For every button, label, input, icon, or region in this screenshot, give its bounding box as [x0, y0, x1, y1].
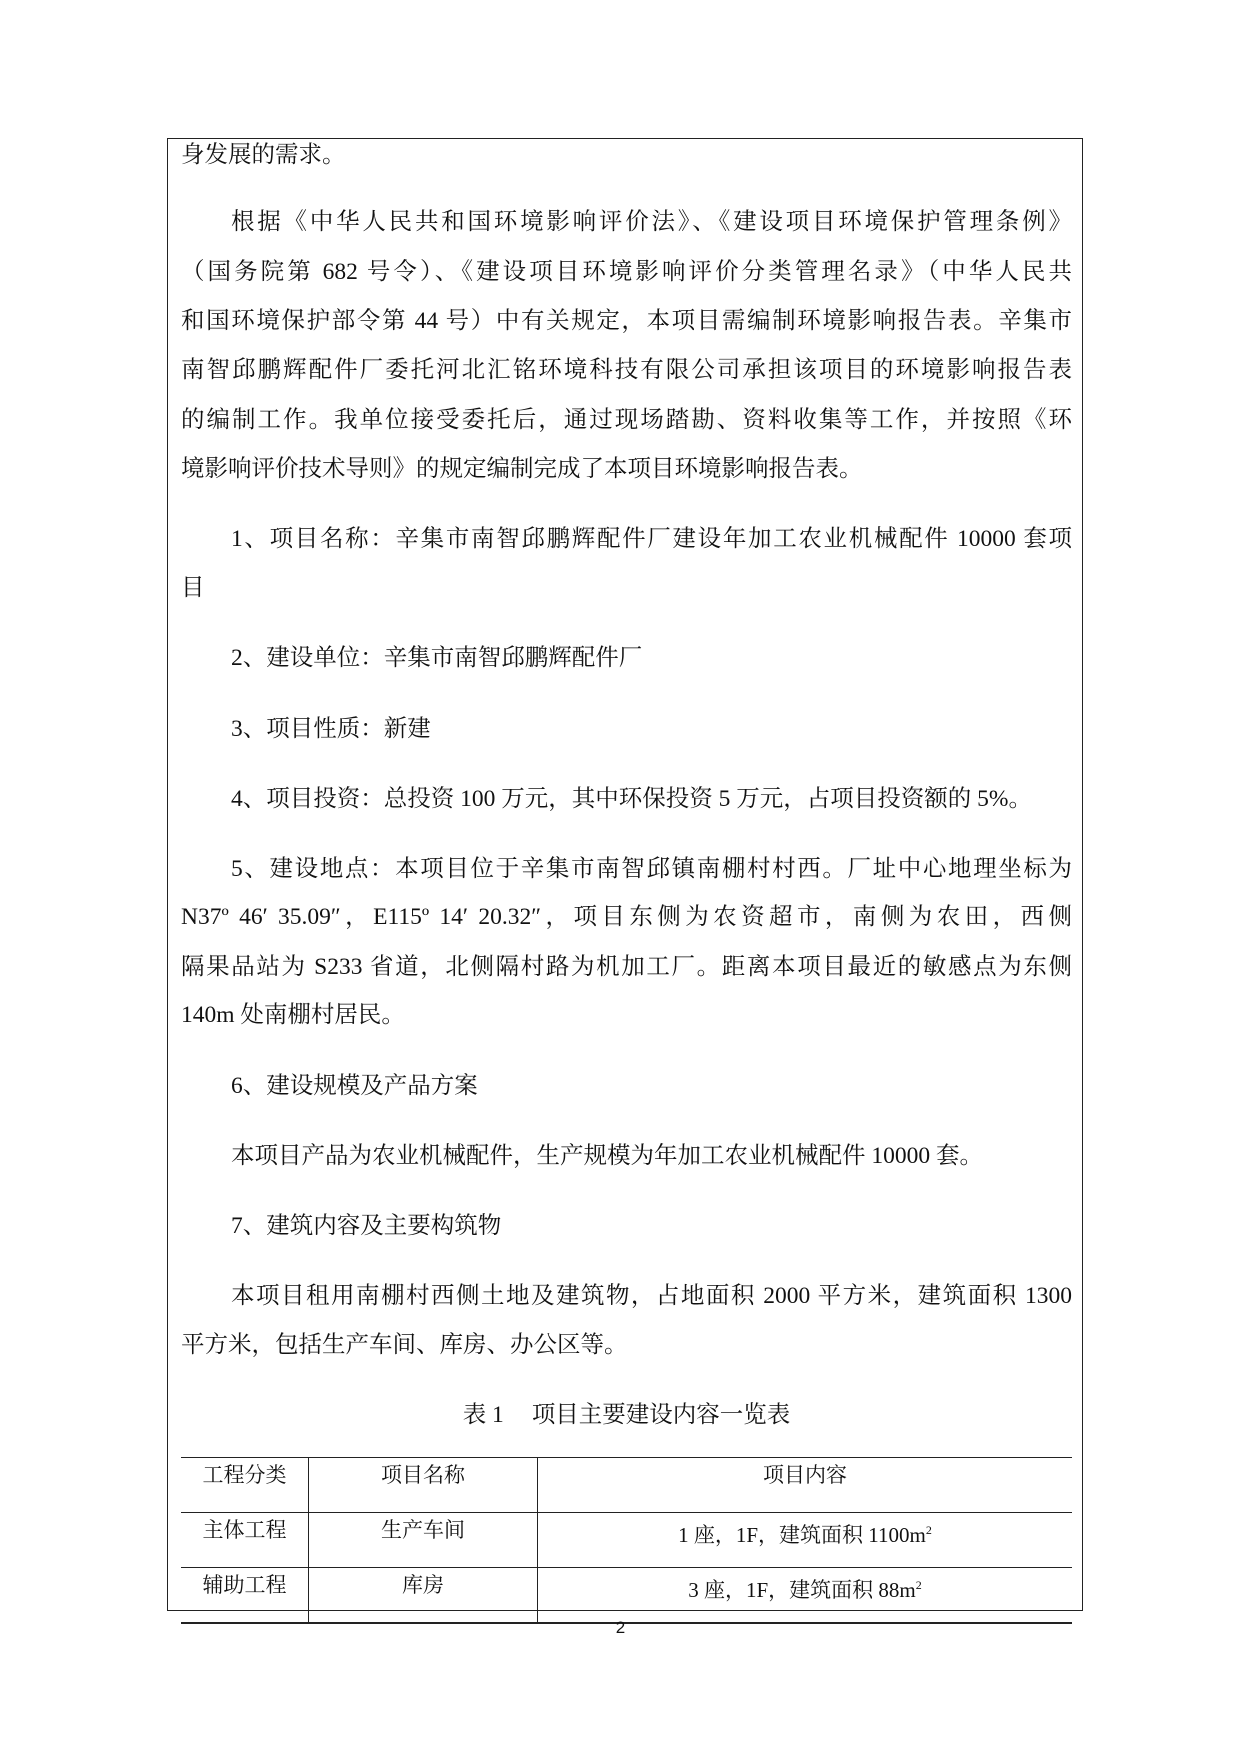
content-cell: [538, 1513, 1073, 1568]
table-caption: [181, 1400, 1072, 1430]
superscript: 2: [925, 1523, 932, 1537]
header-cell: 工程分类: [181, 1458, 309, 1513]
content-text: 3 座，1F，建筑面积 88m: [688, 1578, 916, 1602]
superscript: 2: [915, 1578, 922, 1592]
content-text: 1 座，1F，建筑面积 1100m: [678, 1523, 926, 1547]
header-cell: 项目内容: [538, 1458, 1073, 1513]
table-number: 表 1: [462, 1402, 504, 1428]
category-cell: 辅助工程: [181, 1568, 309, 1624]
paragraph-line: 目: [181, 575, 205, 601]
paragraph-line: 隔果品站为 S233 省道，北侧隔村路为机加工厂。距离本项目最近的敏感点为东侧: [181, 954, 1072, 980]
paragraph-line: 2、建设单位：辛集市南智邱鹏辉配件厂: [231, 645, 643, 671]
paragraph-line: 6、建设规模及产品方案: [231, 1073, 478, 1099]
construction-content-table: [181, 1457, 1072, 1624]
name-cell: 库房: [309, 1568, 538, 1624]
paragraph-line: 的编制工作。我单位接受委托后，通过现场踏勘、资料收集等工作，并按照《环: [181, 407, 1072, 433]
table-row: [181, 1568, 1072, 1624]
table-header-row: [181, 1458, 1072, 1513]
paragraph-line: 140m 处南棚村居民。: [181, 1002, 405, 1028]
header-cell: 项目名称: [309, 1458, 538, 1513]
paragraph-line: 南智邱鹏辉配件厂委托河北汇铭环境科技有限公司承担该项目的环境影响报告表: [181, 357, 1072, 383]
paragraph-line: 本项目产品为农业机械配件，生产规模为年加工农业机械配件 10000 套。: [231, 1143, 983, 1169]
paragraph-line: N37º 46′ 35.09″，E115º 14′ 20.32″，项目东侧为农资超市，南侧为农田，西侧: [181, 904, 1072, 930]
paragraph-line: 4、项目投资：总投资 100 万元，其中环保投资 5 万元，占项目投资额的 5%。: [231, 786, 1032, 812]
paragraph-line: 3、项目性质：新建: [231, 716, 431, 742]
category-cell: 主体工程: [181, 1513, 309, 1568]
paragraph-line: 1、项目名称：辛集市南智邱鹏辉配件厂建设年加工农业机械配件 10000 套项: [231, 526, 1072, 552]
paragraph-line: （国务院第 682 号令）、《建设项目环境影响评价分类管理名录》（中华人民共: [181, 259, 1072, 285]
table-title: 项目主要建设内容一览表: [531, 1402, 791, 1428]
paragraph-line: 平方米，包括生产车间、库房、办公区等。: [181, 1332, 628, 1358]
page-number: 2: [615, 1618, 626, 1637]
paragraph-line: 5、建设地点：本项目位于辛集市南智邱镇南棚村村西。厂址中心地理坐标为: [231, 856, 1072, 882]
paragraph-line: 身发展的需求。: [181, 142, 346, 168]
paragraph-line: 境影响评价技术导则》的规定编制完成了本项目环境影响报告表。: [181, 456, 863, 482]
paragraph-line: 和国环境保护部令第 44 号）中有关规定，本项目需编制环境影响报告表。辛集市: [181, 308, 1072, 334]
name-cell: 生产车间: [309, 1513, 538, 1568]
table-row: [181, 1513, 1072, 1568]
paragraph-line: 7、建筑内容及主要构筑物: [231, 1213, 502, 1239]
paragraph-line: 本项目租用南棚村西侧土地及建筑物，占地面积 2000 平方米，建筑面积 1300: [231, 1283, 1072, 1309]
content-cell: [538, 1568, 1073, 1624]
paragraph-line: 根据《中华人民共和国环境影响评价法》、《建设项目环境保护管理条例》: [231, 209, 1072, 235]
